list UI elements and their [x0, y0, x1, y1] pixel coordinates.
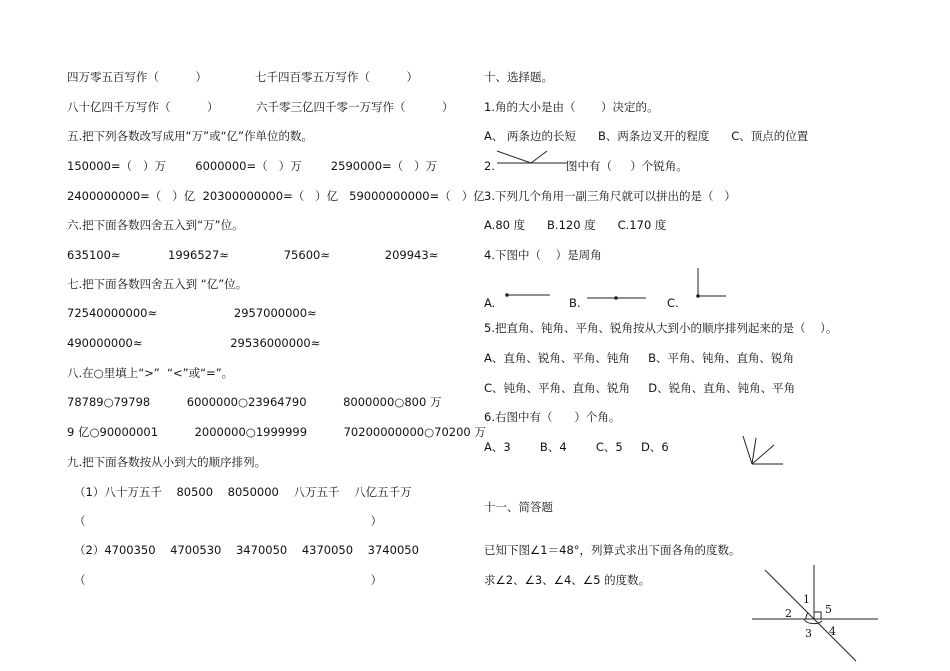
- section-9-answer-blank-1: （ ）: [74, 514, 383, 528]
- question-2-prefix: 2.: [484, 159, 495, 173]
- angle-label-2: 2: [785, 607, 792, 620]
- question-5: 5.把直角、钝角、平角、锐角按从大到小的顺序排列起来的是（ ）。: [484, 321, 838, 335]
- section-11-given: 已知下图∠1＝48°，列算式求出下面各角的度数。: [484, 543, 741, 557]
- write-question-1b: 七千四百零五万写作（ ）: [255, 70, 419, 84]
- section-10-title: 十、选择题。: [484, 70, 553, 84]
- question-1: 1.角的大小是由（ ）决定的。: [484, 100, 659, 114]
- section-9-answer-blank-2: （ ）: [74, 573, 383, 587]
- section-5-title: 五.把下列各数改写成用“万”或“亿”作单位的数。: [67, 129, 313, 143]
- section-8-row-1: 78789○79798 6000000○23964790 8000000○800 万: [67, 395, 442, 409]
- section-5-row-1: 150000=（ ）万 6000000=（ ）万 2590000=（ ）万: [67, 159, 438, 173]
- section-7-title: 七.把下面各数四舍五入到 “亿”位。: [67, 277, 248, 291]
- section-6-row: 635100≈ 1996527≈ 75600≈ 209943≈: [67, 248, 439, 262]
- question-4: 4.下图中（ ）是周角: [484, 248, 602, 262]
- section-6-title: 六.把下面各数四舍五入到“万”位。: [67, 218, 244, 232]
- question-4-option-c: C.: [667, 296, 679, 310]
- section-9-item-1: （1）八十万五千 80500 8050000 八万五千 八亿五千万: [74, 485, 412, 499]
- angle-label-4: 4: [829, 625, 836, 638]
- question-6-angle-figure: [740, 433, 786, 467]
- angle-label-1: 1: [803, 593, 810, 606]
- section-9-title: 九.把下面各数按从小到大的顺序排列。: [67, 455, 267, 469]
- question-4-option-b: B.: [569, 296, 581, 310]
- section-8-title: 八.在○里填上“>” “<”或“=”。: [67, 366, 234, 380]
- section-11-question: 求∠2、∠3、∠4、∠5 的度数。: [484, 573, 651, 587]
- question-4-figure-b: [586, 293, 648, 303]
- question-4-figure-a: [504, 290, 552, 300]
- question-3: 3.下列几个角用一副三角尺就可以拼出的是（ ）: [484, 189, 736, 203]
- question-2-angle-figure: [497, 150, 569, 166]
- question-1-options: A、 两条边的长短 B、两条边叉开的程度 C、顶点的位置: [484, 129, 809, 143]
- question-5-options-cd: C、钝角、平角、直角、锐角 D、锐角、直角、钝角、平角: [484, 381, 796, 395]
- angles-intersection-diagram: [748, 565, 882, 665]
- section-5-row-2: 2400000000=（ ）亿 20300000000=（ ）亿 59000000000=（ ）亿: [67, 189, 485, 203]
- question-4-figure-c: [694, 268, 728, 300]
- write-question-1a: 四万零五百写作（ ）: [67, 70, 208, 84]
- question-5-options-ab: A、直角、锐角、平角、钝角 B、平角、钝角、直角、锐角: [484, 351, 795, 365]
- question-3-options: A.80 度 B.120 度 C.170 度: [484, 218, 667, 232]
- section-9-item-2: （2）4700350 4700530 3470050 4370050 3740050: [74, 543, 419, 557]
- question-2-text: 图中有（ ）个锐角。: [566, 159, 688, 173]
- angle-label-5: 5: [825, 603, 832, 616]
- section-8-row-2: 9 亿○90000001 2000000○1999999 70200000000○70200 万: [67, 425, 486, 439]
- question-6: 6.右图中有（ ）个角。: [484, 410, 621, 424]
- write-question-2b: 六千零三亿四千零一万写作（ ）: [256, 100, 454, 114]
- write-question-2a: 八十亿四千万写作（ ）: [67, 100, 219, 114]
- angle-label-3: 3: [805, 627, 812, 640]
- section-7-row-2: 490000000≈ 29536000000≈: [67, 336, 321, 350]
- section-11-title: 十一、简答题: [484, 500, 553, 514]
- question-4-option-a: A.: [484, 296, 496, 310]
- section-7-row-1: 72540000000≈ 2957000000≈: [67, 306, 317, 320]
- question-6-options: A、3 B、4 C、5 D、6: [484, 440, 669, 454]
